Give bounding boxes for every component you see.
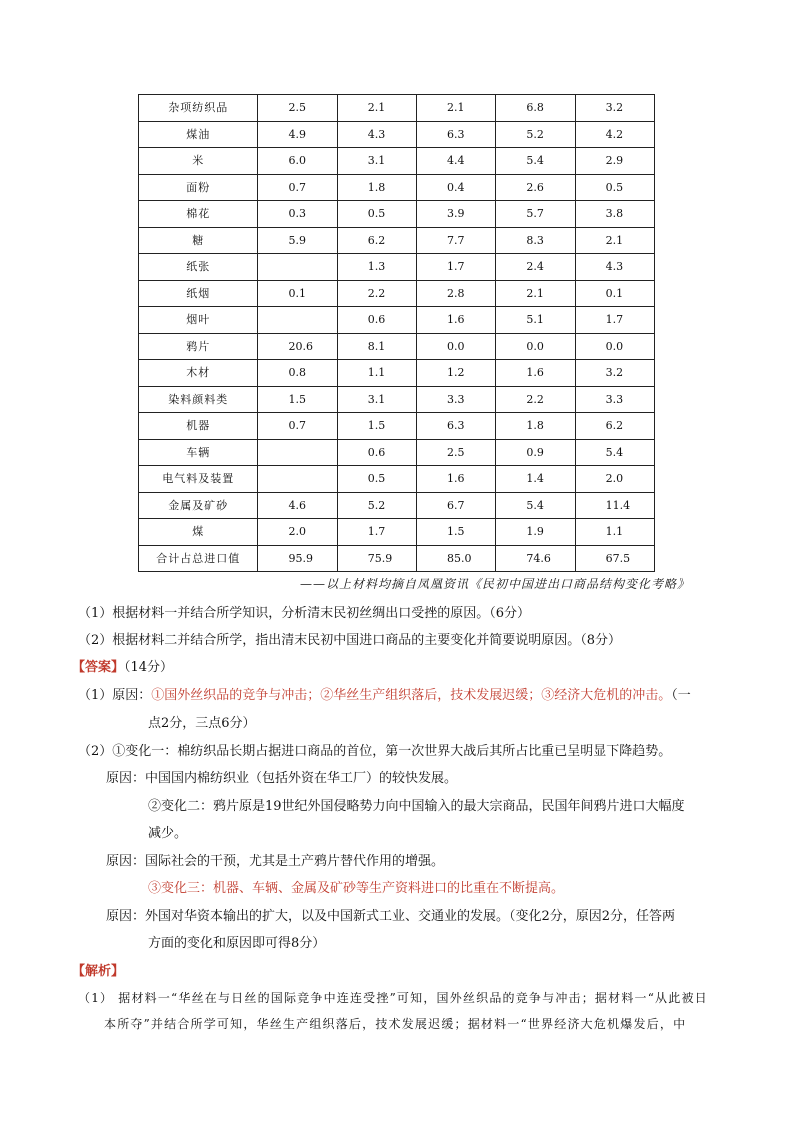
table-cell: 3.3 [417, 386, 496, 413]
row-label: 杂项纺织品 [139, 95, 258, 122]
table-cell: 3.1 [337, 386, 416, 413]
table-row [139, 121, 655, 148]
table-cell: 85.0 [417, 545, 496, 572]
table-cell: 1.5 [337, 413, 416, 440]
row-label: 木材 [139, 360, 258, 387]
table-cell: 2.1 [575, 227, 654, 254]
table-cell: 2.1 [496, 280, 575, 307]
table-cell: 95.9 [258, 545, 337, 572]
table-cell: 6.3 [417, 121, 496, 148]
table-cell: 3.8 [575, 201, 654, 228]
table-cell: 5.7 [496, 201, 575, 228]
row-label: 煤油 [139, 121, 258, 148]
row-label: 金属及矿砂 [139, 492, 258, 519]
import-structure-table [138, 94, 655, 572]
table-cell: 0.6 [337, 439, 416, 466]
row-label: 染料颜料类 [139, 386, 258, 413]
table-cell: 4.2 [575, 121, 654, 148]
table-row [139, 148, 655, 175]
table-row [139, 307, 655, 334]
table-cell: 2.0 [575, 466, 654, 493]
row-label: 电气料及装置 [139, 466, 258, 493]
table-cell: 5.4 [496, 492, 575, 519]
table-cell: 5.4 [496, 148, 575, 175]
table-cell: 2.5 [417, 439, 496, 466]
table-cell: 1.7 [575, 307, 654, 334]
table-cell: 0.6 [337, 307, 416, 334]
table-cell [258, 254, 337, 281]
answer-2-change-1: （2）①变化一：棉纺织品长期占据进口商品的首位，第一次世界大战后其所占比重已呈明显下降趋势。 [78, 744, 672, 759]
table-cell: 4.9 [258, 121, 337, 148]
table-cell: 2.2 [496, 386, 575, 413]
table-cell: 2.5 [258, 95, 337, 122]
table-row [139, 466, 655, 493]
table-cell [258, 439, 337, 466]
row-label: 鸦片 [139, 333, 258, 360]
table-cell: 0.3 [258, 201, 337, 228]
table-cell: 1.7 [417, 254, 496, 281]
table-cell [258, 307, 337, 334]
table-cell: 0.5 [575, 174, 654, 201]
table-cell: 3.2 [575, 360, 654, 387]
table-cell: 1.4 [496, 466, 575, 493]
row-label: 烟叶 [139, 307, 258, 334]
row-label: 车辆 [139, 439, 258, 466]
table-row [139, 333, 655, 360]
row-label: 纸张 [139, 254, 258, 281]
table-cell: 2.6 [496, 174, 575, 201]
table-cell: 3.1 [337, 148, 416, 175]
table-cell: 0.1 [575, 280, 654, 307]
table-cell: 4.3 [337, 121, 416, 148]
analysis-line-1: （1） 据材料一“华丝在与日丝的国际竞争中连连受挫”可知，国外丝织品的竞争与冲击；据材料一“从此被日 [78, 991, 708, 1005]
table-cell: 2.1 [417, 95, 496, 122]
table-cell: 1.6 [417, 466, 496, 493]
table-cell: 0.4 [417, 174, 496, 201]
table-cell: 5.9 [258, 227, 337, 254]
question-2: （2）根据材料二并结合所学，指出清末民初中国进口商品的主要变化并简要说明原因。（8分） [78, 633, 622, 648]
row-label: 纸烟 [139, 280, 258, 307]
table-cell: 67.5 [575, 545, 654, 572]
table-row [139, 227, 655, 254]
table-cell: 6.2 [575, 413, 654, 440]
table-cell: 1.1 [337, 360, 416, 387]
table-cell: 0.0 [496, 333, 575, 360]
row-label: 棉花 [139, 201, 258, 228]
table-row [139, 519, 655, 546]
table-cell: 3.9 [417, 201, 496, 228]
table-row [139, 174, 655, 201]
table-cell: 2.2 [337, 280, 416, 307]
table-cell: 6.0 [258, 148, 337, 175]
row-label: 糖 [139, 227, 258, 254]
table-cell: 0.5 [337, 201, 416, 228]
row-label: 面粉 [139, 174, 258, 201]
table-row [139, 95, 655, 122]
answer-2-change-2-line-2: 减少。 [148, 826, 188, 841]
analysis-line-2: 本所夺”并结合所学可知，华丝生产组织落后，技术发展迟缓；据材料一“世界经济大危机爆发后，中 [104, 1017, 687, 1031]
table-cell: 0.9 [496, 439, 575, 466]
answer-1-points: ①国外丝织品的竞争与冲击；②华丝生产组织落后，技术发展迟缓；③经济大危机的冲击。 [151, 688, 672, 703]
table-cell: 74.6 [496, 545, 575, 572]
question-1: （1）根据材料一并结合所学知识，分析清末民初丝绸出口受挫的原因。（6分） [78, 606, 531, 621]
table-cell: 1.5 [417, 519, 496, 546]
answer-score: （14分） [124, 660, 174, 675]
table-cell: 0.7 [258, 174, 337, 201]
row-label: 米 [139, 148, 258, 175]
answer-1-line-1 [78, 684, 691, 703]
table-cell: 11.4 [575, 492, 654, 519]
table-cell: 1.5 [258, 386, 337, 413]
table-cell: 7.7 [417, 227, 496, 254]
table-cell: 2.1 [337, 95, 416, 122]
table-cell: 20.6 [258, 333, 337, 360]
table-cell: 5.2 [337, 492, 416, 519]
table-row [139, 439, 655, 466]
answer-2-reason-3-line-2: 方面的变化和原因即可得8分） [148, 936, 326, 951]
table-cell: 3.3 [575, 386, 654, 413]
row-label: 合计占总进口值 [139, 545, 258, 572]
table-cell: 0.7 [258, 413, 337, 440]
answer-2-change-3: ③变化三：机器、车辆、金属及矿砂等生产资料进口的比重在不断提高。 [148, 881, 565, 896]
table-row [139, 545, 655, 572]
table-cell: 5.4 [575, 439, 654, 466]
row-label: 机器 [139, 413, 258, 440]
table-cell: 1.9 [496, 519, 575, 546]
table-cell: 5.1 [496, 307, 575, 334]
table-cell: 1.8 [337, 174, 416, 201]
row-label: 煤 [139, 519, 258, 546]
table-row [139, 360, 655, 387]
answer-2-reason-2: 原因：国际社会的干预，尤其是土产鸦片替代作用的增强。 [106, 854, 445, 869]
table-cell: 4.6 [258, 492, 337, 519]
table-cell: 4.4 [417, 148, 496, 175]
answer-1-tail: （一 [671, 688, 691, 703]
table-cell: 5.2 [496, 121, 575, 148]
table-cell: 75.9 [337, 545, 416, 572]
table-row [139, 413, 655, 440]
table-row [139, 492, 655, 519]
table-cell [258, 466, 337, 493]
table-cell: 6.7 [417, 492, 496, 519]
table-cell: 2.9 [575, 148, 654, 175]
table-cell: 3.2 [575, 95, 654, 122]
table-cell: 0.5 [337, 466, 416, 493]
table-cell: 1.6 [417, 307, 496, 334]
answer-2-reason-1: 原因：中国国内棉纺织业（包括外资在华工厂）的较快发展。 [106, 771, 458, 786]
table-cell: 1.2 [417, 360, 496, 387]
table-cell: 1.7 [337, 519, 416, 546]
table-cell: 0.1 [258, 280, 337, 307]
answer-heading [72, 656, 173, 675]
table-cell: 0.0 [417, 333, 496, 360]
table-cell: 0.0 [575, 333, 654, 360]
answer-2-change-2-line-1: ②变化二：鸦片原是19世纪外国侵略势力向中国输入的最大宗商品，民国年间鸦片进口大幅度 [148, 799, 685, 814]
answer-1-prefix: （1）原因： [78, 688, 152, 703]
table-cell: 6.3 [417, 413, 496, 440]
table-cell: 8.1 [337, 333, 416, 360]
answer-1-line-2: 点2分，三点6分） [148, 716, 256, 731]
table-row [139, 201, 655, 228]
answer-2-reason-3-line-1: 原因：外国对华资本输出的扩大，以及中国新式工业、交通业的发展。（变化2分，原因2分，任答两 [106, 909, 676, 924]
table-cell: 4.3 [575, 254, 654, 281]
source-note: ——以上材料均摘自凤凰资讯《民初中国进出口商品结构变化考略》 [300, 577, 691, 591]
table-cell: 8.3 [496, 227, 575, 254]
table-row [139, 386, 655, 413]
table-cell: 1.1 [575, 519, 654, 546]
table-cell: 2.4 [496, 254, 575, 281]
table-row [139, 254, 655, 281]
table-cell: 2.0 [258, 519, 337, 546]
table-cell: 6.8 [496, 95, 575, 122]
table-row [139, 280, 655, 307]
answer-label: 【答案】 [72, 660, 125, 675]
table-cell: 1.3 [337, 254, 416, 281]
table-cell: 1.8 [496, 413, 575, 440]
table-cell: 0.8 [258, 360, 337, 387]
table-cell: 6.2 [337, 227, 416, 254]
table-cell: 2.8 [417, 280, 496, 307]
analysis-label: 【解析】 [72, 964, 125, 979]
table-cell: 1.6 [496, 360, 575, 387]
